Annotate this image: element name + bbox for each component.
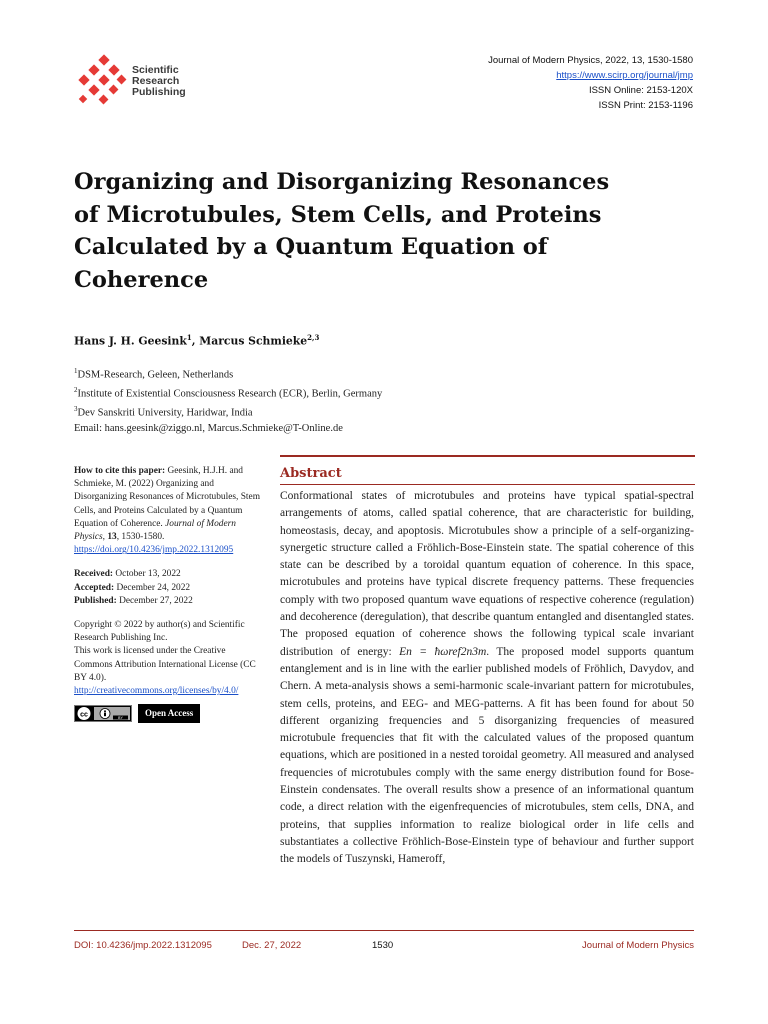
publisher-name [132,65,186,98]
abstract-rule [280,484,695,485]
footer-doi: DOI: 10.4236/jmp.2022.1312095 [74,940,212,951]
footer-rule [74,930,694,931]
abstract-heading: Abstract [280,466,342,481]
svg-text:cc: cc [80,711,88,719]
title-line: Calculated by a Quantum Equation of [74,234,548,260]
author-email: Email: hans.geesink@ziggo.nl, Marcus.Schmieke@T-Online.de [74,423,343,434]
title-line: Organizing and Disorganizing Resonances [74,169,610,195]
citation-journal: Journal of Modern Physics [74,518,236,543]
license-badges [74,704,266,723]
affiliations [74,364,382,437]
publisher-line-2: Research [132,75,180,87]
energy-formula: En = ħωref2n3m [399,645,487,658]
affiliation-text: DSM-Research, Geleen, Netherlands [77,369,234,381]
cc-by-icon[interactable] [74,705,132,722]
title-line: of Microtubules, Stem Cells, and Proteins [74,201,602,228]
citation-volume: 13 [107,532,117,543]
citation-block [74,465,266,557]
open-access-badge: Open Access [138,704,200,723]
doi-link[interactable]: https://doi.org/10.4236/jmp.2022.1312095 [74,545,234,556]
published-label: Published: [74,595,117,606]
issn-print: ISSN Print: 2153-1196 [598,100,693,111]
journal-info [488,53,693,113]
citation-pages: , 1530-1580. [116,532,165,543]
published-date: December 27, 2022 [116,595,193,606]
author-name: Hans J. H. Geesink [74,334,187,348]
affiliation-text: Institute of Existential Consciousness Research (ECR), Berlin, Germany [77,388,383,400]
dates-block [74,568,266,608]
citation-sep: , [102,532,108,543]
citation-label: How to cite this paper: [74,466,166,476]
received-date: October 13, 2022 [113,569,181,580]
affiliation-sup: 2 [74,386,78,394]
accepted-date: December 24, 2022 [114,582,191,593]
author-list [74,333,319,348]
license-text: This work is licensed under the Creative Commons Attribution International License (CC BY 4.0). [74,646,256,683]
svg-text:BY: BY [118,716,123,721]
author-separator: , [191,334,200,348]
journal-citation: Journal of Modern Physics, 2022, 13, 1530-1580 [488,55,693,66]
author-sup: 2,3 [307,333,320,342]
affiliation-text: Dev Sanskriti University, Haridwar, India [77,407,253,419]
abstract-top-rule [280,455,695,457]
affiliation [74,383,382,402]
journal-url-link[interactable]: https://www.scirp.org/journal/jmp [556,70,693,81]
citation-text: Geesink, H.J.H. and Schmieke, M. (2022) Organizing and Disorganizing Resonances of Microtubules, Stem Cells, and Proteins Calculated by a Quantum Equation of Coherence. [74,466,260,529]
abstract-text: . The proposed model supports quantum entanglement and is in line with the earlier published models of Fröhlich, Davydov, and Chern. A meta-analysis shows a semi-harmonic scale-invariant pattern for microtubules, stem cells, proteins, and EEG- and MEG-patterns. A fit has been found for about 50 different organizing frequencies and 5 disorganizing frequencies of measured microtubule frequencies that fit with the calculated values of the proposed quantum equations, which are positioned in a nested toroidal geometry. All measured and analysed frequencies of microtubules comply with the same energy distribution found for Bose-Einstein condensates. The overall results show a presence of an informational quantum code, a direct relation with the eigenfrequencies of microtubules, stem cells, DNA, and proteins, that supplies information to realize biological order in life cells and substantiates a collective Fröhlich-Bose-Einstein type of behaviour and further support the models of Tuszynski, Hameroff, [280,645,694,866]
page-number: 1530 [372,940,394,951]
affiliation [74,402,382,421]
paper-title [74,166,674,296]
publisher-logo [74,52,204,112]
affiliation-sup: 3 [74,405,78,413]
abstract-body [280,488,694,869]
license-link[interactable]: http://creativecommons.org/licenses/by/4.0/ [74,686,239,697]
sidebar-metadata [74,465,266,723]
received-label: Received: [74,569,114,580]
copyright-text: Copyright © 2022 by author(s) and Scientific Research Publishing Inc. [74,620,245,644]
issn-online: ISSN Online: 2153-120X [588,85,693,96]
footer-date: Dec. 27, 2022 [242,940,302,951]
accepted-label: Accepted: [74,582,115,593]
red-diamond-cluster-icon [74,52,130,112]
publisher-line-1: Scientific [132,64,179,76]
abstract-text: Conformational states of microtubules and proteins have typical spatial-spectral arrangements of atoms, called spatial coherence, that are characteristic for building, homeostasis, decay, and apoptosis. Microtubules show a principle of a self-organizing-synergetic structure called a Fröhlich-Bose-Einstein state. The spatial coherence of this state can be described by a toroidal quantum equation of coherence. In this space, microtubules and proteins have typical discrete frequency patterns. These frequencies comply with two proposed quantum wave equations of respective coherence (regulation) and decoherence (deregulation), that describe quantum entangled and disentangled states. The proposed equation of coherence shows the following typical scale invariant distribution of energy: [280,490,694,658]
affiliation [74,364,382,383]
affiliation-sup: 1 [74,367,78,375]
author-name: Marcus Schmieke [199,334,308,348]
author-sup: 1 [186,333,192,342]
title-line: Coherence [74,266,209,293]
publisher-line-3: Publishing [132,86,186,98]
copyright-block [74,619,266,698]
footer-journal: Journal of Modern Physics [582,940,694,951]
